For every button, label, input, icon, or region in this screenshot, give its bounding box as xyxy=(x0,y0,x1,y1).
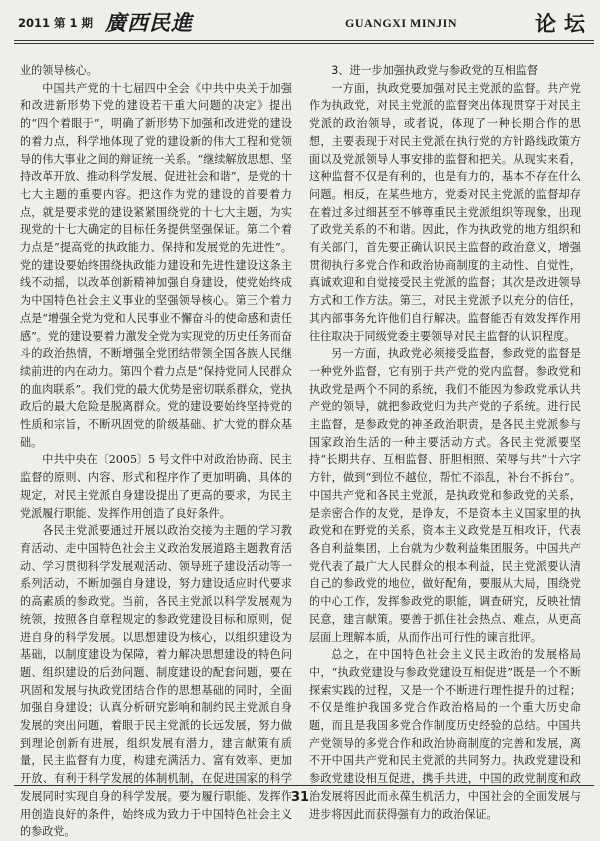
right-column xyxy=(309,62,581,823)
paragraph: 总之，在中国特色社会主义民主政治的发展格局中，“执政党建设与参政党建设互相促进”既是一个不断探索实践的过程，又是一个不断进行理性提升的过程；不仅是维护我国多党合作政治格局的一个重大历史命题，而且是我国多党合作制度历史经验的总结。中国共产党领导的多党合作和政治协商制度的完善和发展，离不开中国共产党和民主党派的共同努力。执政党建设和参政党建设相互促进，携手共进，中国的政党制度和政治发展将因此而永葆生机活力，中国社会的全面发展与进步将因此而获得强有力的政治保证。 xyxy=(309,648,581,821)
section-heading: 3、进一步加强执政党与参政党的互相监督 xyxy=(331,64,538,77)
magazine-pinyin-title: GUANGXI MINJIN xyxy=(345,16,457,30)
paragraph: 一方面，执政党要加强对民主党派的监督。共产党作为执政党，对民主党派的监督突出体现贯穿于对民主党派的政治领导，或者说，体现了一种长期合作的思想，主要表现于对民主党派在执行党的方针路线政策方面以及党派领导人事安排的监督和把关。从现实来看，这种监督不仅是有利的，也是有力的，基本不存在什么问题。相反，在某些地方，党委对民主党派的监督却存在着过多过细甚至不够尊重民主党派组织等现象，出现了政党关系的不和谐。因此，作为执政党的地方组织和有关部门，首先要正确认识民主监督的政治意义，增强贯彻执行多党合作和政治协商制度的主动性、自觉性，真诚欢迎和自觉接受民主党派的监督；其次是改进领导方式和工作方法。第三，对民主党派予以充分的信任，其内部事务允许他们自行解决。监督能否有效发挥作用往往取决于同级党委主要领导对民主监督的认识程度。 xyxy=(309,81,581,343)
section-title: 论坛 xyxy=(535,12,593,36)
paragraph: 中国共产党的十七届四中全会《中共中央关于加强和改进新形势下党的建设若干重大问题的决定》提出的“四个着眼于”，明确了新形势下加强和改进党的建设的着力点，科学地体现了党的建设新的伟大工程和党领导的伟大事业之间的辩证统一关系。“继续解放思想、坚持改革开放、推动科学发展、促进社会和谐”，是党的十七大主题的重要内容。把这作为党的建设的首要着力点，就是要求党的建设紧紧围绕党的十七大主题，为实现党的十七大确定的目标任务提供坚强保证。第二个着力点是“提高党的执政能力、保持和发展党的先进性”。党的建设要始终围绕执政能力建设和先进性建设这条主线不动摇，以改革创新精神加强自身建设，使党始终成为中国特色社会主义事业的坚强领导核心。第三个着力点是“增强全党为党和人民事业不懈奋斗的使命感和责任感”。党的建设要着力激发全党为实现党的历史任务而奋斗的政治热情，不断增强全党团结带领全国各族人民继续前进的内在动力。第四个着力点是“保持党同人民群众的血肉联系”。我们党的最大优势是密切联系群众，党执政后的最大危险是脱离群众。党的建设要始终坚持党的性质和宗旨，不断巩固党的阶级基础、扩大党的群众基础。 xyxy=(20,81,292,449)
left-column xyxy=(20,62,292,841)
page-header xyxy=(0,0,600,40)
page-number: 31 xyxy=(290,790,310,805)
header-rule xyxy=(14,40,594,41)
paragraph: 中共中央在〔2005〕5 号文件中对政治协商、民主监督的原则、内容、形式和程序作了更加明确、具体的规定，对民主党派自身建设提出了更高的要求，为民主党派履行职能、发挥作用创造了良好条件。 xyxy=(20,453,292,520)
header-rule-secondary xyxy=(14,43,594,44)
issue-label: 2011 第 1 期 xyxy=(18,16,94,30)
footer-rule xyxy=(14,785,594,786)
paragraph: 另一方面，执政党必须接受监督，参政党的监督是一种党外监督，它有别于共产党的党内监督。参政党和执政党是两个不同的系统，我们不能因为参政党承认共产党的领导，就把参政党归为共产党的子系统。进行民主监督，是参政党的神圣政治职责，是各民主党派参与国家政治生活的一种主要活动方式。各民主党派要坚持“长期共存、互相监督、肝胆相照、荣辱与共”十六字方针，做到“到位不越位，帮忙不添乱，补台不拆台”。中国共产党和各民主党派，是执政党和参政党的关系，是亲密合作的友党，是诤友，不是资本主义国家里的执政党和在野党的关系，资本主义政党是互相攻讦，代表各自利益集团，上台就为少数利益集团服务。中国共产党代表了最广大人民群众的根本利益，民主党派要认清自己的参政党的地位，做好配角，要服从大局，围绕党的中心工作，发挥参政党的职能，调查研究，反映社情民意，建言献策。要善于抓住社会热点、难点，从更高层面上理解本质，从而作出可行性的谏言批评。 xyxy=(309,347,581,644)
magazine-logo: 廣西民進 xyxy=(105,10,193,35)
paragraph: 业的领导核心。 xyxy=(20,64,98,77)
paragraph: 各民主党派要通过开展以政治交接为主题的学习教育活动、走中国特色社会主义政治发展道路主题教育活动、学习贯彻科学发展观活动、领导班子建设活动等一系列活动，不断加强自身建设，努力建设适应时代要求的高素质的参政党。当前，各民主党派以科学发展观为统领，按照各自章程规定的参政党建设目标和原则，促进自身的科学发展。以思想建设为核心，以组织建设为基础，以制度建设为保障，着力解决思想建设的特色问题、组织建设的后劲问题、制度建设的配套问题，要在巩固和发展与执政党团结合作的思想基础的同时，全面加强自身建设；认真分析研究影响和制约民主党派自身发展的突出问题，着眼于民主党派的长远发展，努力做到理论创新有进展，组织发展有潜力，建言献策有质量，民主监督有力度，构建充满活力、富有效率、更加开放、有利于科学发展的体制机制，在促进国家的科学发展同时实现自身的科学发展。要为履行职能、发挥作用创造良好的条件，始终成为致力于中国特色社会主义的参政党。 xyxy=(20,524,292,839)
